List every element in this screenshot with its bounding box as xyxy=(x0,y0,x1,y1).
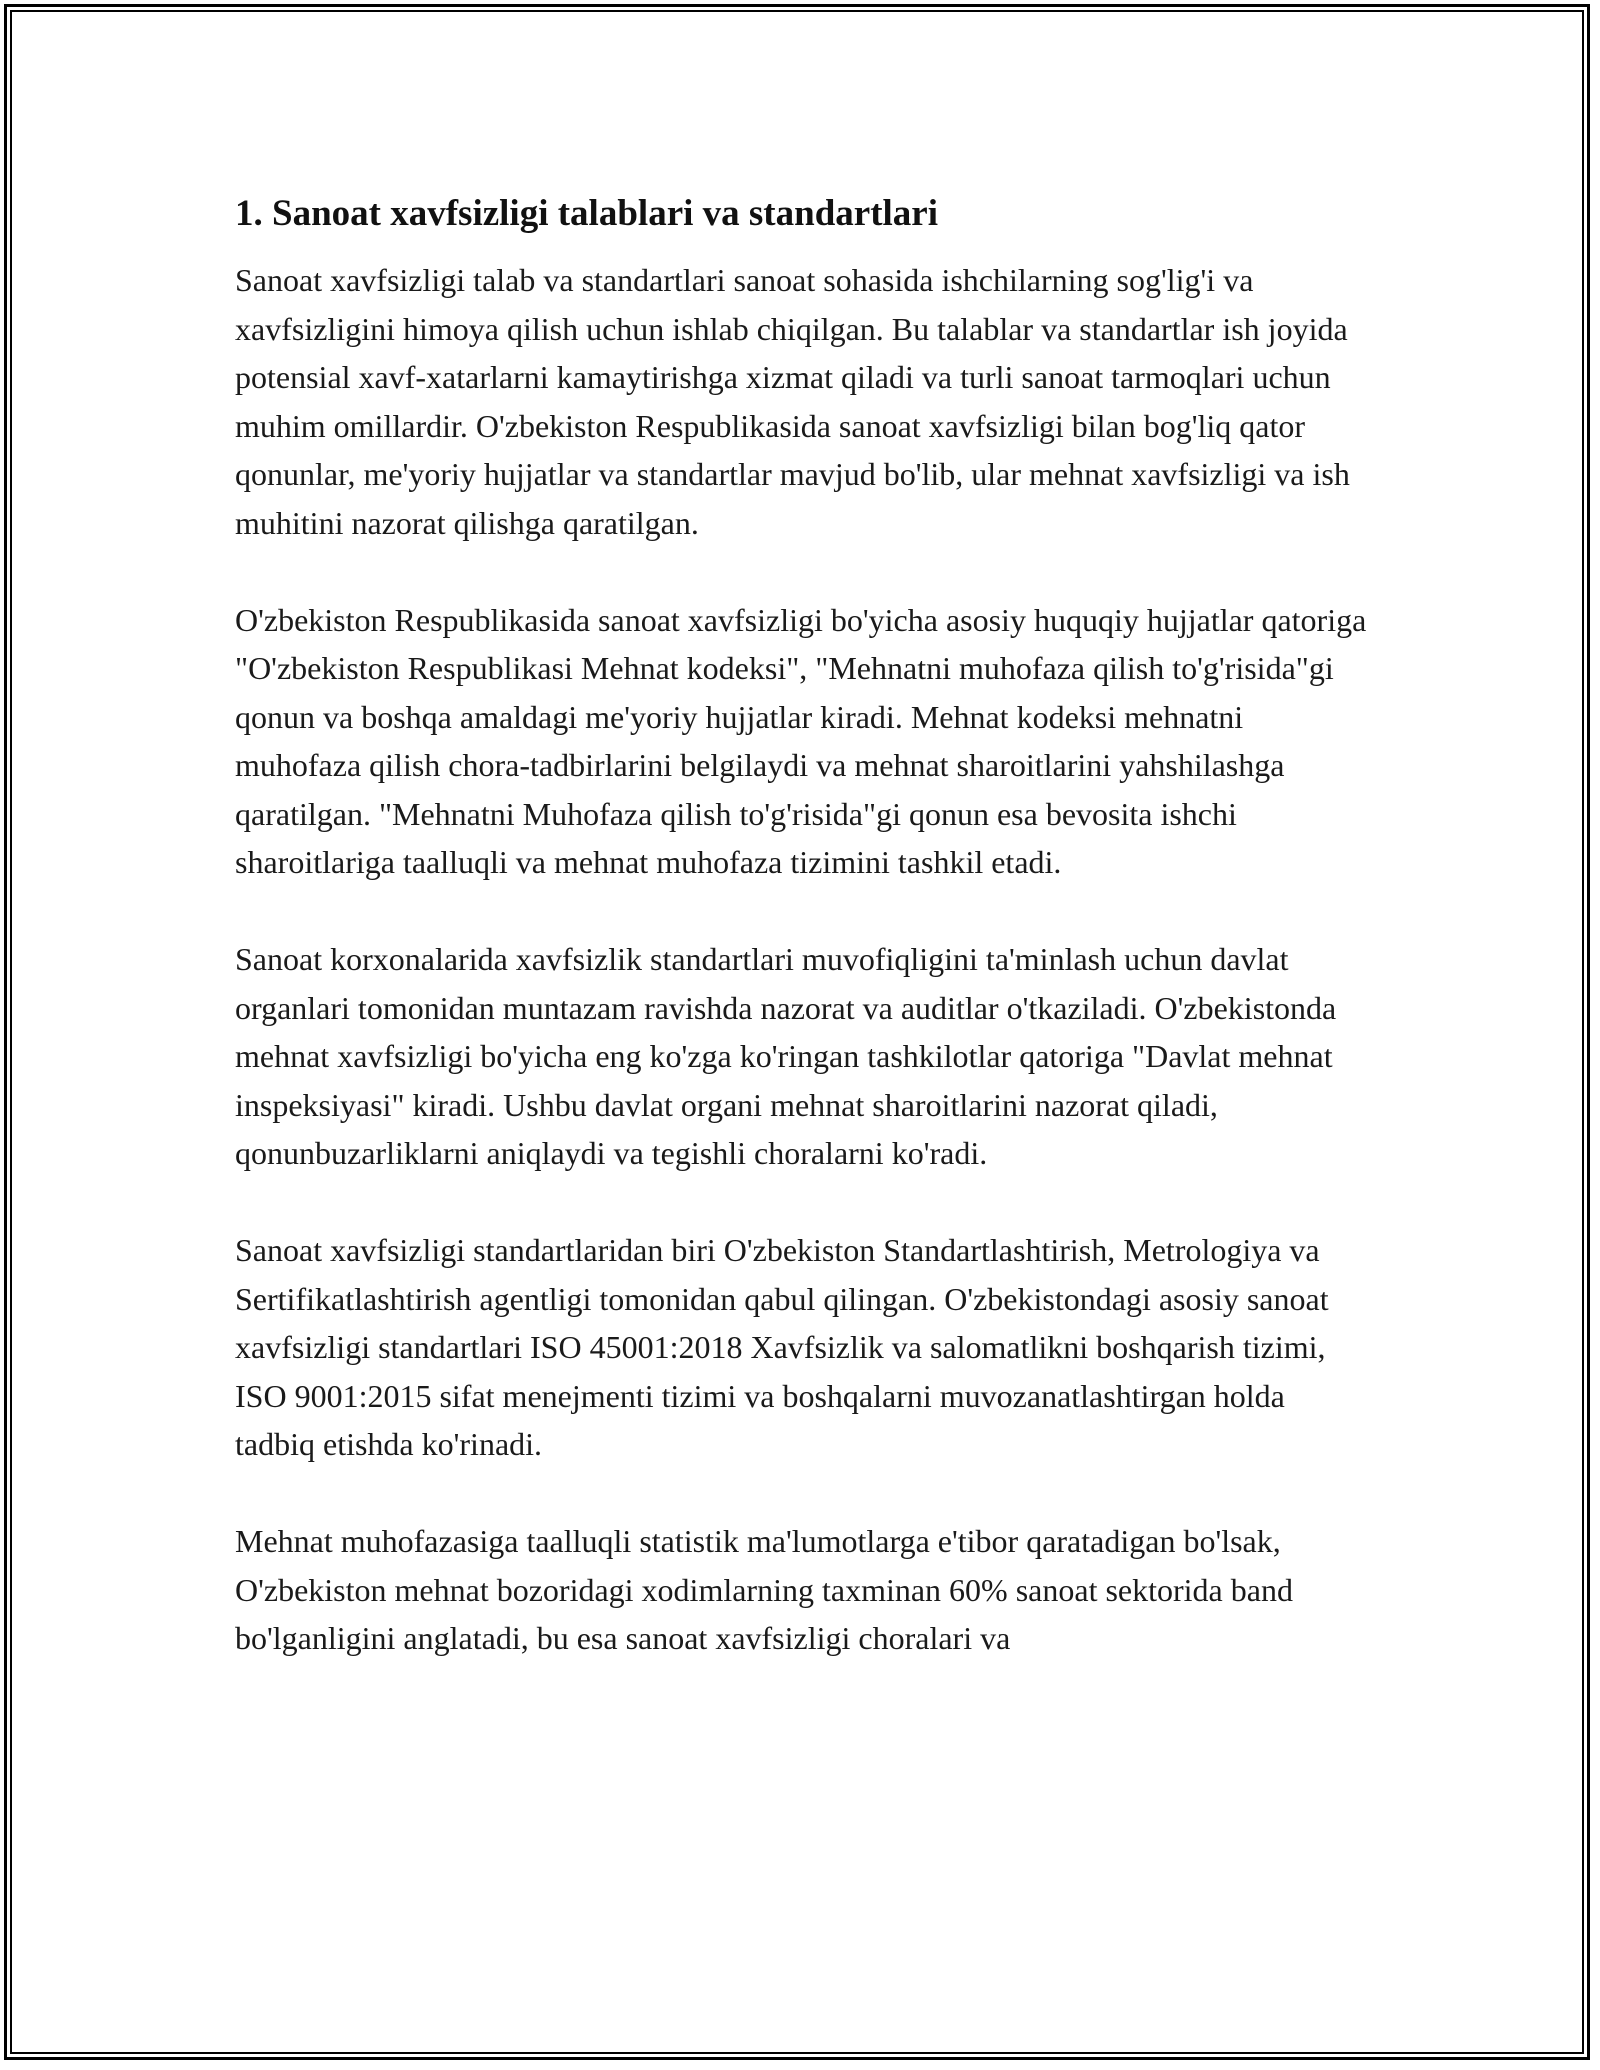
paragraph-3: Sanoat korxonalarida xavfsizlik standartlari muvofiqligini ta'minlash uchun davlat organlari tomonidan muntazam ravishda nazorat va auditlar o'tkaziladi. O'zbekistonda mehnat xavfsizligi bo'yicha eng ko'zga ko'ringan tashkilotlar qatoriga "Davlat mehnat inspeksiyasi" kiradi. Ushbu davlat organi mehnat sharoitlarini nazorat qiladi, qonunbuzarliklarni aniqlaydi va tegishli choralarni ko'radi. xyxy=(235,941,1337,1171)
paragraph-1: Sanoat xavfsizligi talab va standartlari sanoat sohasida ishchilarning sog'lig'i va xavfsizligini himoya qilish uchun ishlab chiqilgan. Bu talablar va standartlar ish joyida potensial xavf-xatarlarni kamaytirishga xizmat qiladi va turli sanoat tarmoqlari uchun muhim omillardir. O'zbekiston Respublikasida sanoat xavfsizligi bilan bog'liq qator qonunlar, me'yoriy hujjatlar va standartlar mavjud bo'lib, ular mehnat xavfsizligi va ish muhitini nazorat qilishga qaratilgan. xyxy=(235,262,1350,541)
paragraph-4: Sanoat xavfsizligi standartlaridan biri O'zbekiston Standartlashtirish, Metrologiya va Sertifikatlashtirish agentligi tomonidan qabul qilingan. O'zbekistondagi asosiy sanoat xavfsizligi standartlari ISO 45001:2018 Xavfsizlik va salomatlikni boshqarish tizimi, ISO 9001:2015 sifat menejmenti tizimi va boshqalarni muvozanatlashtirgan holda tadbiq etishda ko'rinadi. xyxy=(235,1232,1329,1462)
section-heading: 1. Sanoat xavfsizligi talablari va standartlari xyxy=(235,193,938,234)
paragraph-2: O'zbekiston Respublikasida sanoat xavfsizligi bo'yicha asosiy huquqiy hujjatlar qatoriga "O'zbekiston Respublikasi Mehnat kodeksi", "Mehnatni muhofaza qilish to'g'risida"gi qonun va boshqa amaldagi me'yoriy hujjatlar kiradi. Mehnat kodeksi mehnatni muhofaza qilish chora-tadbirlarini belgilaydi va mehnat sharoitlarini yahshilashga qaratilgan. "Mehnatni Muhofaza qilish to'g'risida"gi qonun esa bevosita ishchi sharoitlariga taalluqli va mehnat muhofaza tizimini tashkil etadi. xyxy=(235,601,1367,880)
paragraph-5: Mehnat muhofazasiga taalluqli statistik ma'lumotlarga e'tibor qaratadigan bo'lsak, O'zbekiston mehnat bozoridagi xodimlarning taxminan 60% sanoat sektorida band bo'lganligini anglatadi, bu esa sanoat xavfsizligi choralari va xyxy=(235,1523,1293,1656)
document-body xyxy=(235,188,1370,1711)
